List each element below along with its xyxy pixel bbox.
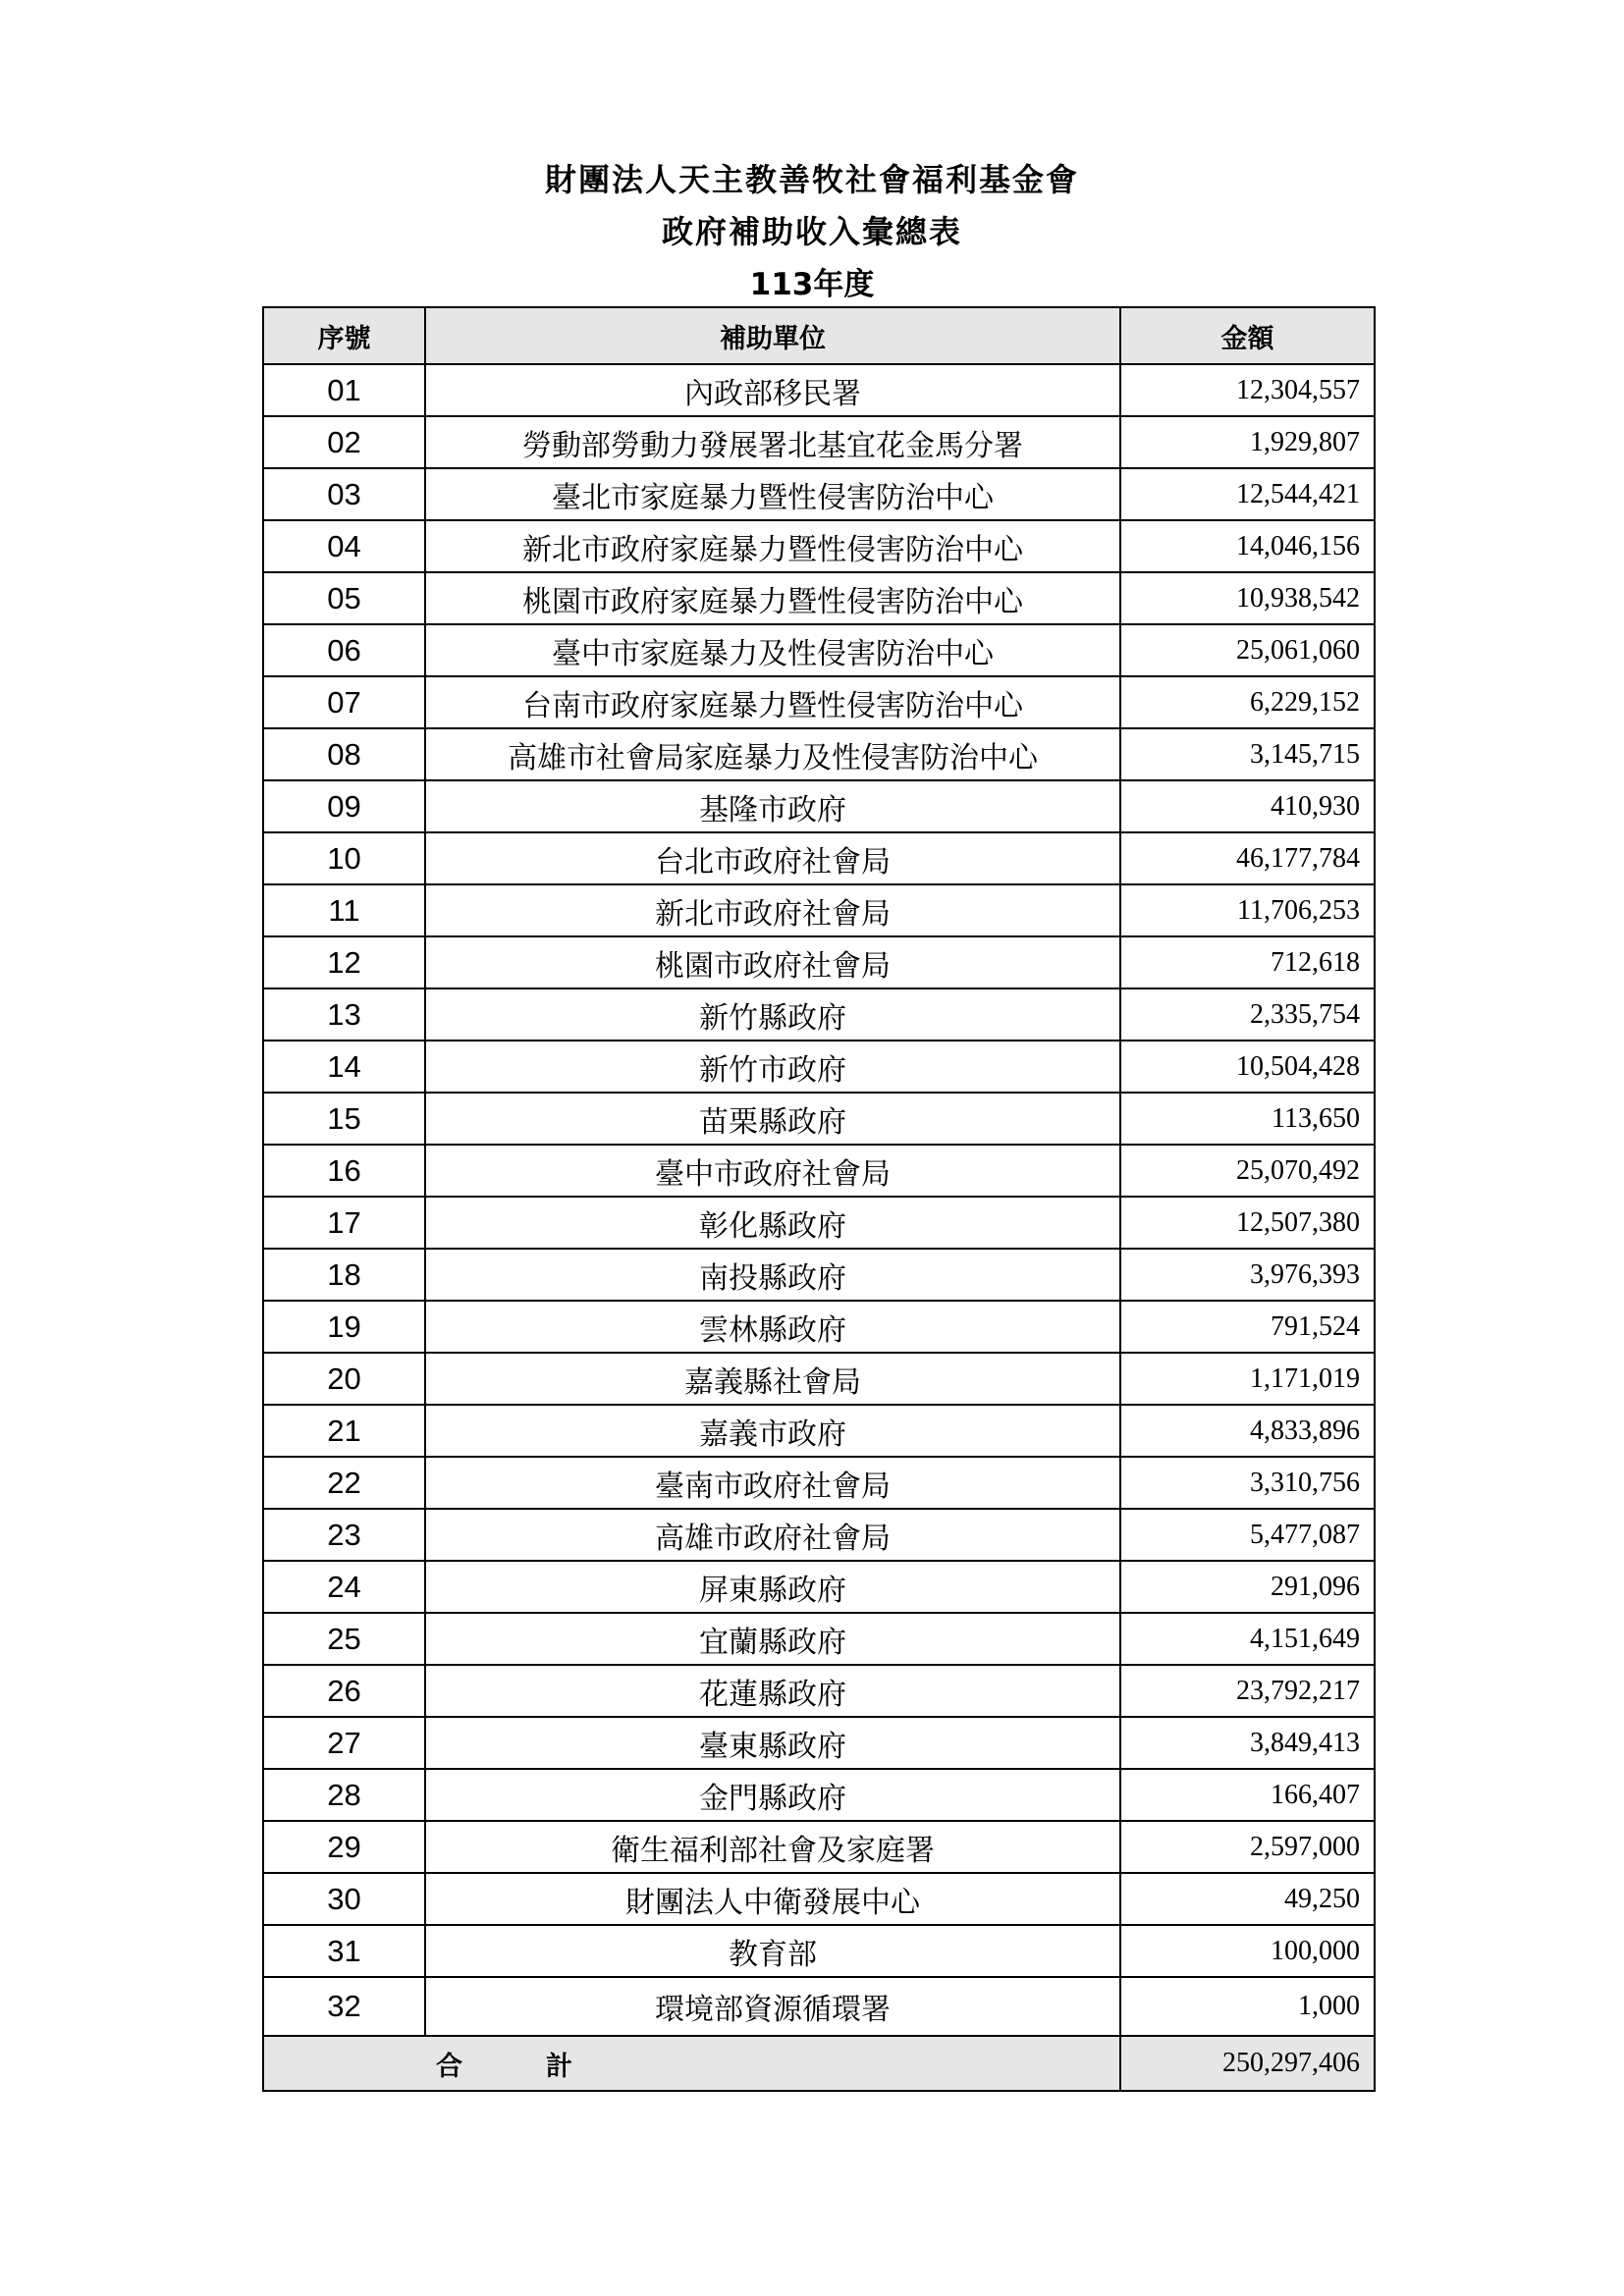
row-amount: 6,229,152 [1120, 676, 1375, 728]
row-unit: 台北市政府社會局 [425, 832, 1120, 884]
row-seq: 31 [263, 1925, 425, 1977]
total-label-char1: 合 [436, 2051, 462, 2082]
header-unit: 補助單位 [425, 307, 1120, 364]
row-unit: 桃園市政府社會局 [425, 936, 1120, 988]
row-amount: 100,000 [1120, 1925, 1375, 1977]
document-title: 財團法人天主教善牧社會福利基金會 [544, 161, 1079, 198]
header-row [263, 307, 1375, 364]
row-unit: 臺北市家庭暴力暨性侵害防治中心 [425, 468, 1120, 520]
row-unit: 南投縣政府 [425, 1249, 1120, 1301]
row-seq: 07 [263, 676, 425, 728]
table-row [263, 832, 1375, 884]
row-amount: 1,171,019 [1120, 1353, 1375, 1405]
row-seq: 05 [263, 572, 425, 624]
table-header [263, 307, 1375, 364]
row-unit: 屏東縣政府 [425, 1561, 1120, 1613]
table-row [263, 676, 1375, 728]
row-amount: 2,335,754 [1120, 988, 1375, 1041]
row-seq: 09 [263, 780, 425, 832]
row-seq: 30 [263, 1873, 425, 1925]
row-unit: 彰化縣政府 [425, 1197, 1120, 1249]
row-seq: 02 [263, 416, 425, 468]
table-row [263, 1509, 1375, 1561]
table-row [263, 572, 1375, 624]
row-seq: 01 [263, 364, 425, 416]
row-seq: 18 [263, 1249, 425, 1301]
row-amount: 4,833,896 [1120, 1405, 1375, 1457]
row-amount: 712,618 [1120, 936, 1375, 988]
row-unit: 教育部 [425, 1925, 1120, 1977]
table-footer [263, 2036, 1375, 2091]
table-row [263, 1405, 1375, 1457]
row-amount: 3,976,393 [1120, 1249, 1375, 1301]
table-row [263, 1821, 1375, 1873]
row-seq: 17 [263, 1197, 425, 1249]
table-row [263, 1197, 1375, 1249]
row-unit: 高雄市政府社會局 [425, 1509, 1120, 1561]
row-unit: 財團法人中衛發展中心 [425, 1873, 1120, 1925]
table-row [263, 1249, 1375, 1301]
row-unit: 新竹縣政府 [425, 988, 1120, 1041]
row-unit: 臺中市家庭暴力及性侵害防治中心 [425, 624, 1120, 676]
table-row [263, 1353, 1375, 1405]
row-unit: 新竹市政府 [425, 1041, 1120, 1093]
table-row [263, 1873, 1375, 1925]
document-subtitle: 政府補助收入彙總表 [661, 213, 962, 250]
row-seq: 10 [263, 832, 425, 884]
total-amount: 250,297,406 [1120, 2036, 1375, 2091]
row-unit: 苗栗縣政府 [425, 1093, 1120, 1145]
header-amount: 金額 [1120, 307, 1375, 364]
row-amount: 1,000 [1120, 1977, 1375, 2036]
row-amount: 3,849,413 [1120, 1717, 1375, 1769]
row-unit: 新北市政府家庭暴力暨性侵害防治中心 [425, 520, 1120, 572]
row-seq: 22 [263, 1457, 425, 1509]
row-unit: 嘉義縣社會局 [425, 1353, 1120, 1405]
row-amount: 49,250 [1120, 1873, 1375, 1925]
table-row [263, 1977, 1375, 2036]
table-row [263, 1665, 1375, 1717]
subsidy-summary-table [262, 306, 1376, 2092]
header-seq: 序號 [263, 307, 425, 364]
row-amount: 3,145,715 [1120, 728, 1375, 780]
row-seq: 19 [263, 1301, 425, 1353]
row-seq: 25 [263, 1613, 425, 1665]
row-seq: 32 [263, 1977, 425, 2036]
row-amount: 23,792,217 [1120, 1665, 1375, 1717]
table-row [263, 1561, 1375, 1613]
table-row [263, 728, 1375, 780]
row-amount: 12,507,380 [1120, 1197, 1375, 1249]
row-seq: 12 [263, 936, 425, 988]
row-amount: 12,304,557 [1120, 364, 1375, 416]
row-amount: 10,504,428 [1120, 1041, 1375, 1093]
document-year: 113年度 [749, 267, 875, 302]
row-unit: 新北市政府社會局 [425, 884, 1120, 936]
total-row [263, 2036, 1375, 2091]
row-seq: 03 [263, 468, 425, 520]
row-unit: 高雄市社會局家庭暴力及性侵害防治中心 [425, 728, 1120, 780]
row-amount: 46,177,784 [1120, 832, 1375, 884]
row-amount: 1,929,807 [1120, 416, 1375, 468]
row-unit: 桃園市政府家庭暴力暨性侵害防治中心 [425, 572, 1120, 624]
row-seq: 26 [263, 1665, 425, 1717]
row-amount: 25,070,492 [1120, 1145, 1375, 1197]
row-amount: 11,706,253 [1120, 884, 1375, 936]
row-unit: 宜蘭縣政府 [425, 1613, 1120, 1665]
row-amount: 410,930 [1120, 780, 1375, 832]
row-seq: 27 [263, 1717, 425, 1769]
table-row [263, 1041, 1375, 1093]
row-unit: 衛生福利部社會及家庭署 [425, 1821, 1120, 1873]
row-unit: 金門縣政府 [425, 1769, 1120, 1821]
row-seq: 15 [263, 1093, 425, 1145]
total-label-char2: 計 [546, 2051, 572, 2082]
total-label [263, 2036, 1120, 2091]
row-amount: 291,096 [1120, 1561, 1375, 1613]
table-row [263, 1717, 1375, 1769]
table-row [263, 520, 1375, 572]
row-seq: 11 [263, 884, 425, 936]
table-row [263, 1457, 1375, 1509]
table-row [263, 1093, 1375, 1145]
row-unit: 內政部移民署 [425, 364, 1120, 416]
row-amount: 10,938,542 [1120, 572, 1375, 624]
row-unit: 勞動部勞動力發展署北基宜花金馬分署 [425, 416, 1120, 468]
row-amount: 25,061,060 [1120, 624, 1375, 676]
row-amount: 5,477,087 [1120, 1509, 1375, 1561]
row-amount: 2,597,000 [1120, 1821, 1375, 1873]
table-row [263, 1769, 1375, 1821]
table-row [263, 1145, 1375, 1197]
row-seq: 21 [263, 1405, 425, 1457]
row-unit: 基隆市政府 [425, 780, 1120, 832]
row-seq: 29 [263, 1821, 425, 1873]
row-unit: 臺東縣政府 [425, 1717, 1120, 1769]
table-row [263, 468, 1375, 520]
row-unit: 臺中市政府社會局 [425, 1145, 1120, 1197]
row-amount: 791,524 [1120, 1301, 1375, 1353]
row-amount: 12,544,421 [1120, 468, 1375, 520]
table-row [263, 988, 1375, 1041]
table-row [263, 1301, 1375, 1353]
row-seq: 20 [263, 1353, 425, 1405]
row-unit: 臺南市政府社會局 [425, 1457, 1120, 1509]
row-seq: 06 [263, 624, 425, 676]
table-row [263, 936, 1375, 988]
row-seq: 13 [263, 988, 425, 1041]
table-row [263, 416, 1375, 468]
table-row [263, 364, 1375, 416]
row-seq: 24 [263, 1561, 425, 1613]
row-unit: 雲林縣政府 [425, 1301, 1120, 1353]
row-unit: 環境部資源循環署 [425, 1977, 1120, 2036]
row-seq: 16 [263, 1145, 425, 1197]
row-seq: 14 [263, 1041, 425, 1093]
row-unit: 台南市政府家庭暴力暨性侵害防治中心 [425, 676, 1120, 728]
row-amount: 166,407 [1120, 1769, 1375, 1821]
row-seq: 08 [263, 728, 425, 780]
table-row [263, 884, 1375, 936]
row-seq: 04 [263, 520, 425, 572]
table-row [263, 780, 1375, 832]
row-unit: 花蓮縣政府 [425, 1665, 1120, 1717]
row-amount: 4,151,649 [1120, 1613, 1375, 1665]
table-body [263, 364, 1375, 2036]
row-amount: 113,650 [1120, 1093, 1375, 1145]
row-amount: 3,310,756 [1120, 1457, 1375, 1509]
row-seq: 23 [263, 1509, 425, 1561]
row-seq: 28 [263, 1769, 425, 1821]
table-row [263, 1613, 1375, 1665]
table-row [263, 624, 1375, 676]
row-amount: 14,046,156 [1120, 520, 1375, 572]
row-unit: 嘉義市政府 [425, 1405, 1120, 1457]
table-row [263, 1925, 1375, 1977]
